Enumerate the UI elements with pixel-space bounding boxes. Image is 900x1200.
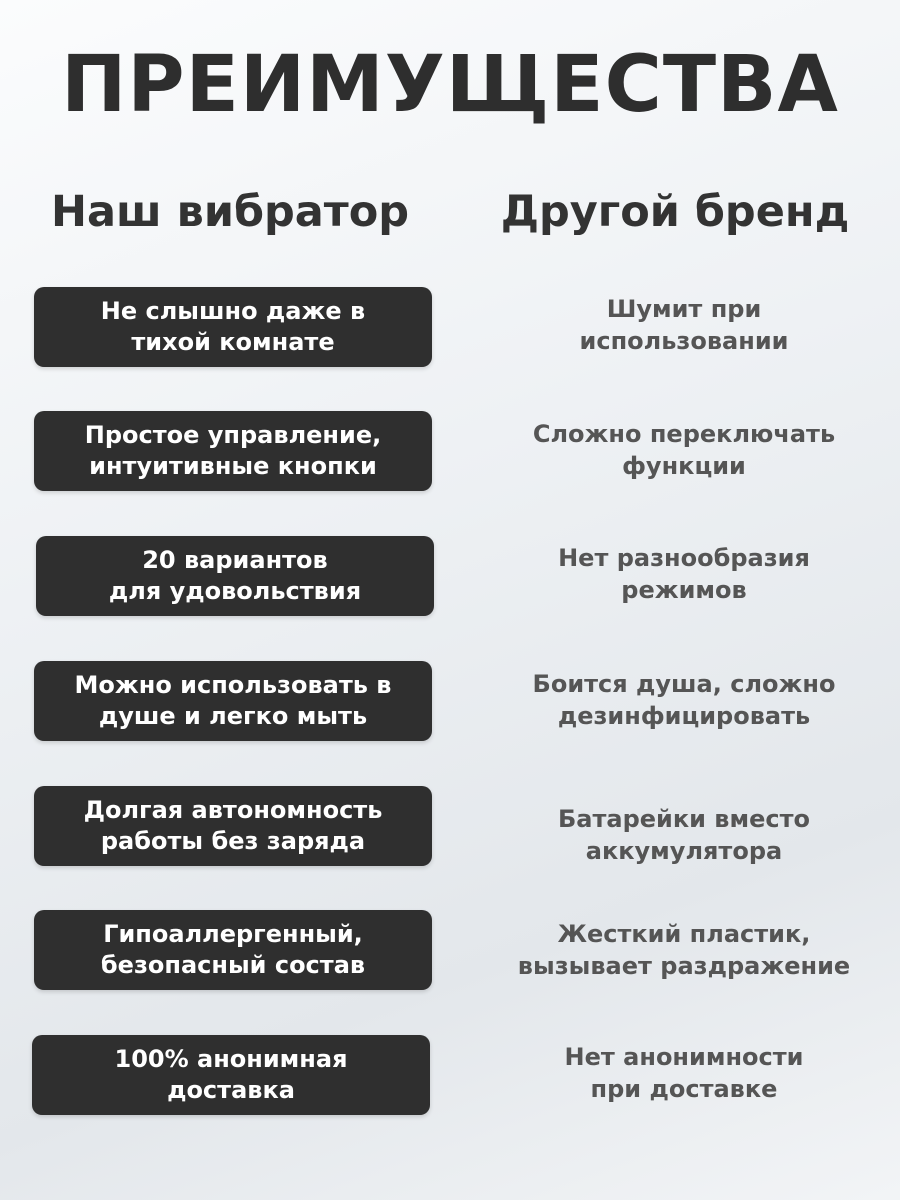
ours-feature-6: Гипоаллергенный, безопасный состав: [34, 910, 432, 990]
column-header-ours: Наш вибратор: [50, 187, 410, 237]
ours-feature-5: Долгая автономность работы без заряда: [34, 786, 432, 866]
ours-feature-2: Простое управление, интуитивные кнопки: [34, 411, 432, 491]
other-feature-3: Нет разнообразия режимов: [558, 544, 810, 604]
column-header-other: Другой бренд: [500, 187, 850, 237]
other-feature-5: Батарейки вместо аккумулятора: [557, 805, 811, 865]
other-feature-7: Нет анонимности при доставке: [564, 1043, 804, 1103]
ours-feature-3: 20 вариантов для удовольствия: [36, 536, 434, 616]
page-title: ПРЕИМУЩЕСТВА: [61, 40, 839, 130]
other-feature-4: Боится душа, сложно дезинфицировать: [532, 670, 836, 730]
ours-feature-4: Можно использовать в душе и легко мыть: [34, 661, 432, 741]
ours-feature-1: Не слышно даже в тихой комнате: [34, 287, 432, 367]
ours-feature-7: 100% анонимная доставка: [32, 1035, 430, 1115]
other-feature-2: Сложно переключать функции: [532, 420, 836, 480]
other-feature-1: Шумит при использовании: [579, 295, 789, 355]
other-feature-6: Жесткий пластик, вызывает раздражение: [517, 920, 851, 980]
